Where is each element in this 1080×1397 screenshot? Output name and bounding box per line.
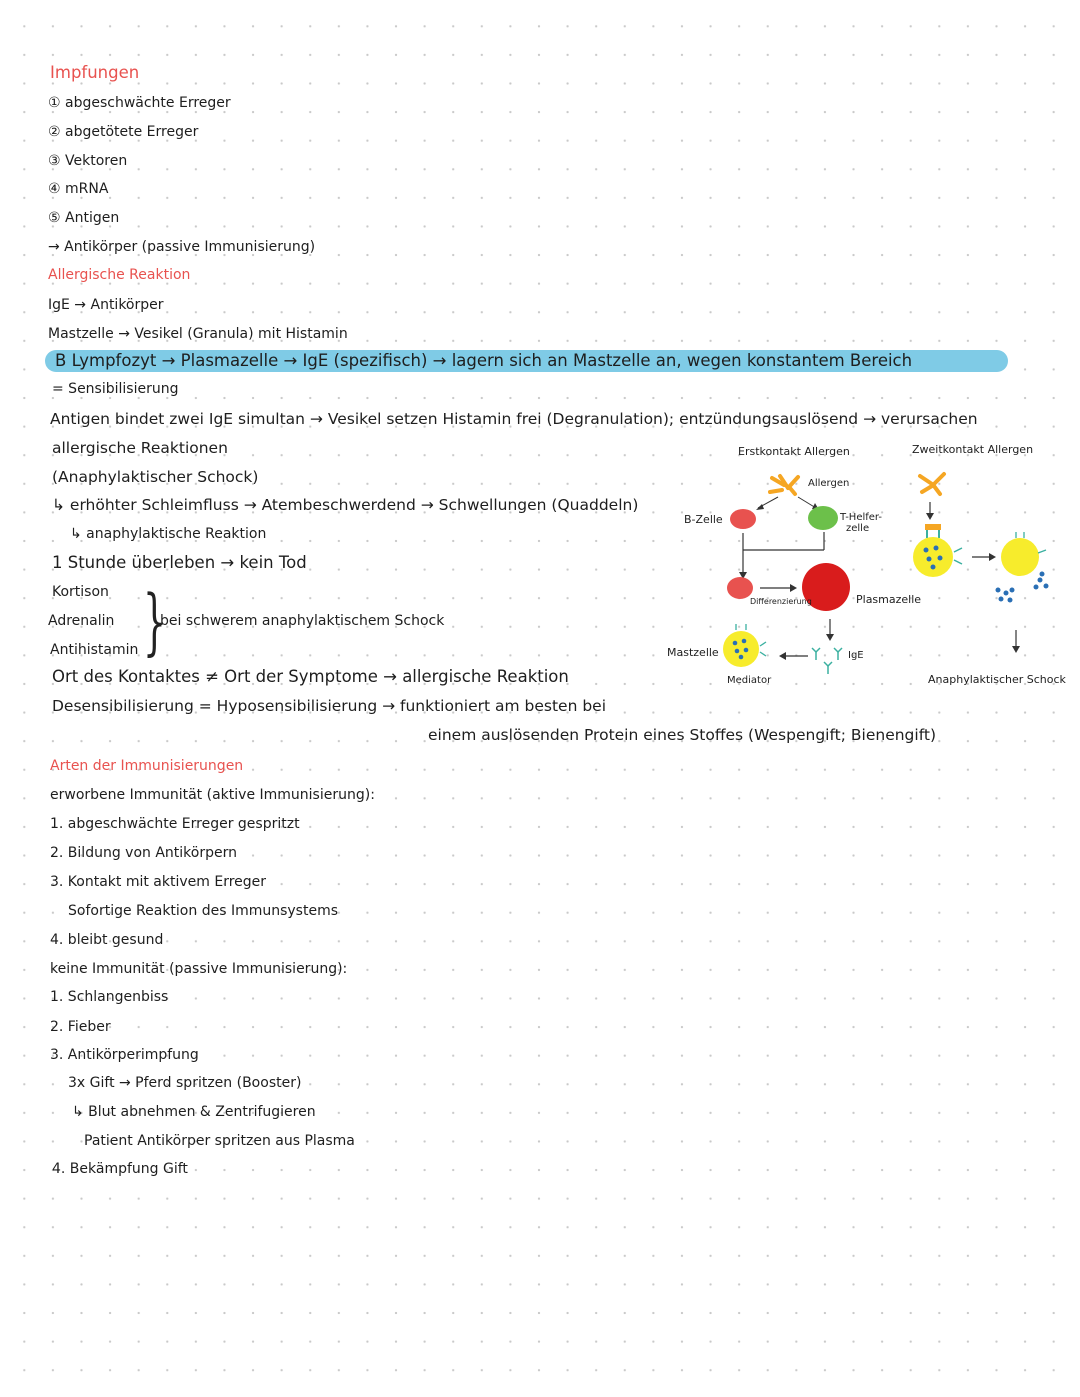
passive-immunisierung: → Antikörper (passive Immunisierung): [48, 239, 316, 255]
mediator-label: Mediator: [727, 675, 772, 686]
ige-label: IgE: [848, 650, 864, 661]
sensibilisierung: = Sensibilisierung: [52, 381, 179, 397]
mastzelle-line: Mastzelle → Vesikel (Granula) mit Histamin: [48, 326, 348, 342]
highlight-text: B Lympfozyt → Plasmazelle → IgE (spezifisch) → lagern sich an Mastzelle an, wegen konstantem Bereich: [55, 351, 913, 370]
antigen-line: Antigen bindet zwei IgE simultan → Vesikel setzen Histamin frei (Degranulation); entzündungsauslösend → verursachen: [50, 410, 978, 428]
keine-immunitaet: keine Immunität (passive Immunisierung):: [50, 961, 348, 977]
aktiv-step: 3. Kontakt mit aktivem Erreger: [50, 874, 267, 890]
erstkontakt-label: Erstkontakt Allergen: [738, 445, 850, 458]
t-helper-cell: [808, 506, 838, 530]
stunde-line: 1 Stunde überleben → kein Tod: [52, 553, 307, 572]
impfung-item: ① abgeschwächte Erreger: [48, 95, 231, 111]
passiv-step: 4. Bekämpfung Gift: [52, 1161, 188, 1177]
degranulating-mast-cell: [1001, 538, 1039, 576]
b-zelle-label: B-Zelle: [684, 513, 723, 526]
aktiv-step: 1. abgeschwächte Erreger gespritzt: [50, 816, 300, 832]
mastzelle-label: Mastzelle: [667, 646, 719, 659]
drug-antihistamin: Antihistamin: [50, 642, 139, 658]
plasmazelle-label: Plasmazelle: [856, 593, 922, 606]
allergische-reaktionen: allergische Reaktionen: [52, 439, 228, 457]
passiv-step: ↳ Blut abnehmen & Zentrifugieren: [72, 1104, 316, 1120]
t-helfer-label: T-Helfer-: [840, 512, 883, 523]
ige-line: IgE → Antikörper: [48, 297, 164, 313]
aktiv-step: 4. bleibt gesund: [50, 932, 164, 948]
passiv-step: 3. Antikörperimpfung: [50, 1047, 199, 1063]
impfung-item: ③ Vektoren: [48, 153, 128, 169]
allergen-icon: [770, 476, 798, 494]
drug-adrenalin: Adrenalin: [48, 613, 115, 629]
mast-cell: [723, 631, 759, 667]
brace: }: [143, 579, 166, 663]
bei-schwerem: bei schwerem anaphylaktischem Schock: [160, 613, 445, 629]
ort-line: Ort des Kontaktes ≠ Ort der Symptome → allergische Reaktion: [52, 667, 569, 686]
passiv-step: 3x Gift → Pferd spritzen (Booster): [68, 1075, 302, 1091]
arten-title: Arten der Immunisierungen: [50, 758, 244, 774]
impfung-item: ⑤ Antigen: [48, 210, 120, 226]
impfungen-title: Impfungen: [50, 63, 140, 82]
impfung-item: ④ mRNA: [48, 181, 109, 197]
drug-kortison: Kortison: [52, 584, 109, 600]
allergie-title: Allergische Reaktion: [48, 267, 191, 283]
anaphylaktische-reaktion: ↳ anaphylaktische Reaktion: [70, 526, 267, 542]
anaphylaktischer-schock-label: Anaphylaktischer Schock: [928, 673, 1066, 686]
allergen-icon-2: [920, 474, 944, 494]
released-histamine: [996, 572, 1049, 603]
desens-line: Desensibilisierung = Hyposensibilisierung → funktioniert am besten bei: [52, 697, 607, 715]
schleimfluss-line: ↳ erhöhter Schleimfluss → Atembeschwerdend → Schwellungen (Quaddeln): [52, 496, 639, 514]
anaphylaktischer-schock: (Anaphylaktischer Schock): [52, 468, 259, 486]
differenzierung-label: Differenzierung: [750, 597, 812, 606]
desens-line-2: einem auslösenden Protein eines Stoffes (Wespengift; Bienengift): [428, 726, 937, 744]
passiv-step: 1. Schlangenbiss: [50, 989, 169, 1005]
erworbene-immunitaet: erworbene Immunität (aktive Immunisierung):: [50, 787, 375, 803]
t-helfer-label-2: zelle: [846, 523, 870, 534]
ige-antibodies: [812, 648, 842, 674]
zweitkontakt-label: Zweitkontakt Allergen: [912, 443, 1034, 456]
passiv-step: 2. Fieber: [50, 1019, 111, 1035]
mast-cell-sensitized: [913, 537, 953, 577]
aktiv-step: 2. Bildung von Antikörpern: [50, 845, 237, 861]
aktiv-step: Sofortige Reaktion des Immunsystems: [68, 903, 338, 919]
allergen-label: Allergen: [808, 478, 850, 489]
impfung-item: ② abgetötete Erreger: [48, 124, 199, 140]
b-cell: [730, 509, 756, 529]
passiv-step: Patient Antikörper spritzen aus Plasma: [84, 1133, 355, 1149]
